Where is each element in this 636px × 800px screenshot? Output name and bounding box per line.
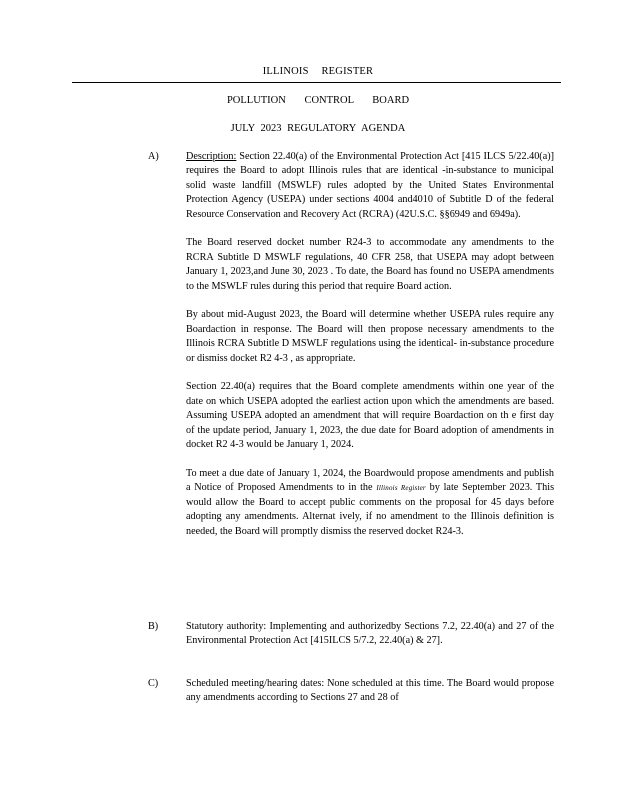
section-a-label: A) xyxy=(148,151,159,162)
section-c-body: Scheduled meeting/hearing dates: None scheduled at this time. The Board would propose any amendments according to Sections 27 and 28 of xyxy=(186,678,554,704)
section-a-paragraph-5-end: by late September 2023. This would allow the Board to accept public comments on the proposal for 45 days before adopting any amendments. Alternat ively, if no amendment to the Illinois definition is needed, the Board will promptly dismiss the reserved docket R24-3. xyxy=(186,482,555,537)
section-a-body xyxy=(186,150,554,553)
section-a-paragraph-3: By about mid-August 2023, the Board will determine whether USEPA rules require any Boardaction in response. The Board will then propose necessary amendments to the Illinois RCRA Subtitle D MSWLF regulations using the identical- in-substance procedure or dismiss docket R2 4-3 , as appropriate. xyxy=(186,309,554,364)
register-title: ILLINOIS REGISTER xyxy=(262,66,374,77)
section-a-paragraph-5 xyxy=(186,467,554,539)
illinois-register-italic: Illinois Register xyxy=(376,484,426,493)
header-rule xyxy=(72,82,561,83)
description-heading: Description: xyxy=(186,151,237,162)
section-b-label: B) xyxy=(148,621,159,632)
section-b-body: Statutory authority: Implementing and authorizedby Sections 7.2, 22.40(a) and 27 of the Environmental Protection Act [415ILCS 5/7.2, 22.40(a) & 27]. xyxy=(186,621,554,647)
section-a-paragraph-2: The Board reserved docket number R24-3 to accommodate any amendments to the RCRA Subtitle D MSWLF regulations, 40 CFR 258, that USEPA may adopt between January 1, 2023,and June 30, 2023 . To date, the Board has found no USEPA amendments to the MSWLF rules during this period that require Board action. xyxy=(186,237,554,292)
section-a-paragraph-5-start: To meet a due date of January 1, 2024, the Boardwould propose amendments and publish a Notice of Proposed Amendments to in the xyxy=(186,467,554,494)
section-a-paragraph-1 xyxy=(186,150,554,222)
section-a-paragraph-4: Section 22.40(a) requires that the Board complete amendments within one year of the date on which USEPA adopted the earliest action upon which the amendments are based. Assuming USEPA adopted an amendment that will require Boardaction on th e first day of the update period, January 1, 2023, the due date for Board adoption of amendments in docket R2 4-3 would be January 1, 2024. xyxy=(186,381,554,451)
section-a-paragraph-1-text: Section 22.40(a) of the Environmental Protection Act [415 ILCS 5/22.40(a)] requires the Board to adopt Illinois rules that are identical -in-substance to municipal solid waste landfill (MSWLF) rules adopted by the United States Environmental Protection Agency (USEPA) under sections 4004 and4010 of Subtitle D of the federal Resource Conservation and Recovery Act (RCRA) (42U.S.C. §§6949 and 6949a). xyxy=(186,151,555,220)
agency-name: POLLUTION CONTROL BOARD xyxy=(226,95,410,106)
agenda-title: JULY 2023 REGULATORY AGENDA xyxy=(230,123,406,134)
section-c-label: C) xyxy=(148,678,159,689)
